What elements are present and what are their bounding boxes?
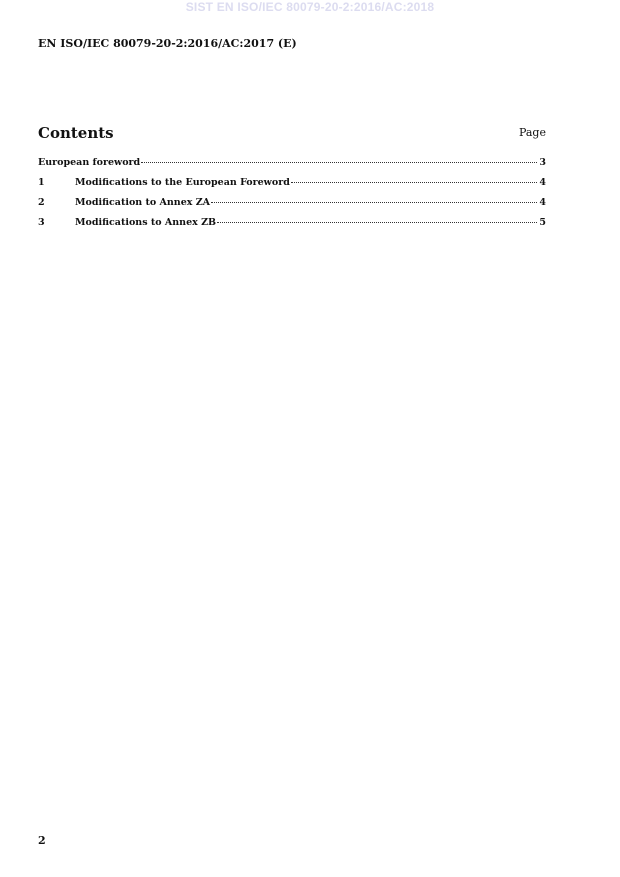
toc-entry-title: Modifications to the European Foreword (75, 177, 290, 188)
toc-entry-page: 3 (539, 157, 546, 168)
toc-entry-1[interactable] (38, 177, 546, 197)
toc-entry-3[interactable] (38, 217, 546, 237)
toc-entry-number: 1 (38, 177, 45, 188)
document-header: EN ISO/IEC 80079-20-2:2016/AC:2017 (E) (38, 37, 297, 50)
page-number: 2 (38, 834, 46, 847)
toc-leader-dots (217, 222, 537, 223)
table-of-contents (38, 157, 546, 237)
toc-leader-dots (291, 182, 538, 183)
toc-entry-number: 3 (38, 217, 45, 228)
contents-title: Contents (38, 124, 114, 142)
toc-entry-page: 4 (539, 177, 546, 188)
toc-entry-number: 2 (38, 197, 45, 208)
watermark: SIST EN ISO/IEC 80079-20-2:2016/AC:2018 (185, 0, 435, 14)
toc-entry-european-foreword[interactable] (38, 157, 546, 177)
toc-entry-title: Modification to Annex ZA (75, 197, 211, 208)
toc-entry-page: 4 (539, 197, 546, 208)
toc-entry-2[interactable] (38, 197, 546, 217)
toc-entry-page: 5 (539, 217, 546, 228)
toc-entry-title: Modifications to Annex ZB (75, 217, 217, 228)
page-column-label: Page (518, 126, 546, 139)
toc-entry-title: European foreword (38, 157, 141, 168)
toc-leader-dots (141, 162, 537, 163)
toc-leader-dots (211, 202, 537, 203)
